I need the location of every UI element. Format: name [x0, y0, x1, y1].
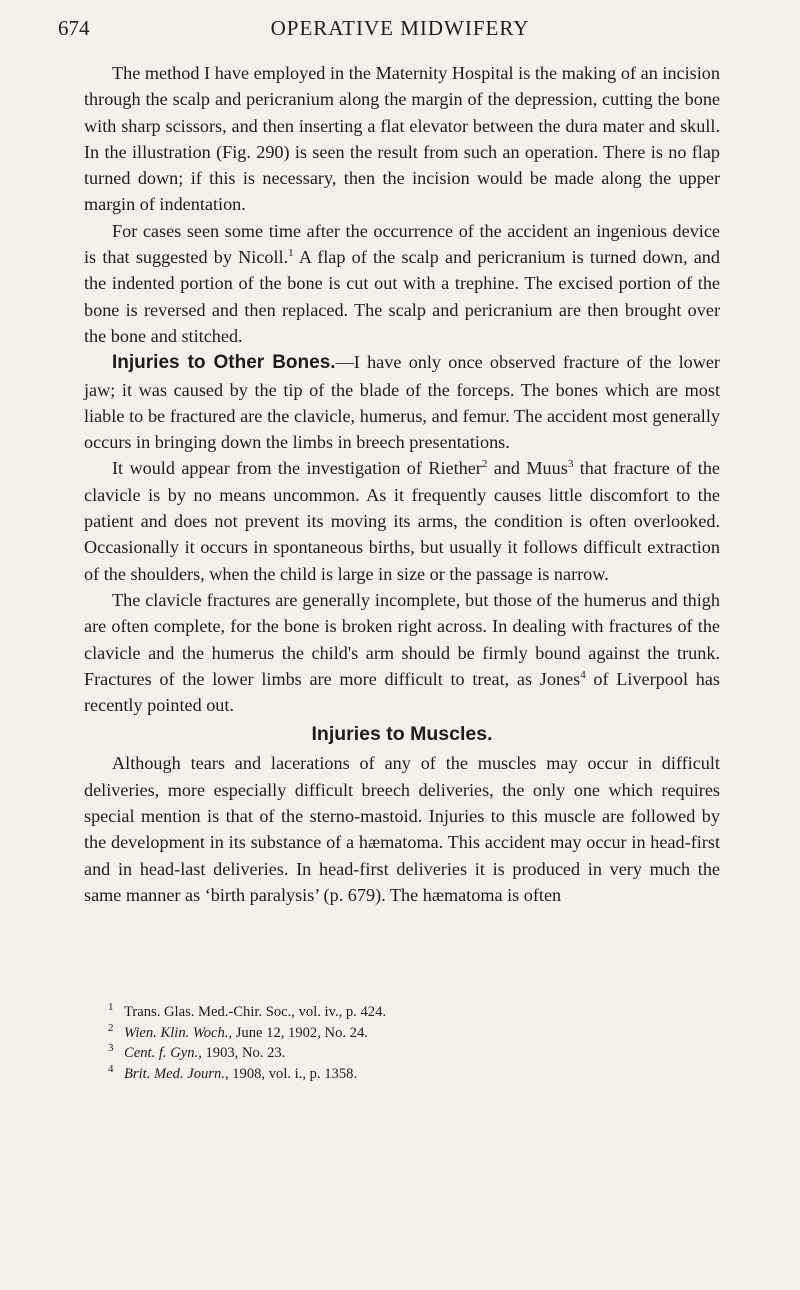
text-span: It would appear from the investigation of Riether	[112, 458, 482, 479]
section-heading-other-bones: Injuries to Other Bones.	[112, 352, 336, 374]
footnote: 4 Brit. Med. Journ., 1908, vol. i., p. 1358.	[108, 1062, 358, 1082]
footnote-source: Cent. f. Gyn.	[124, 1045, 199, 1061]
footnote: 3 Cent. f. Gyn., 1903, No. 23.	[108, 1042, 286, 1061]
footnote-ref: 3	[567, 458, 574, 471]
footnote-ref: 2	[481, 458, 488, 471]
footnote-detail: , 1903, No. 23.	[198, 1045, 286, 1061]
text-span: A flap of the scalp and pericranium is turned down, and the indented portion of the bone is cut out with a trephine. The excised portion of the bone is reversed and then replaced. The scalp and pericranium are then brought over the bone and stitched.	[84, 247, 720, 346]
text-span: and Muus	[487, 458, 568, 479]
text-span: of Liverpool has recently pointed out.	[84, 668, 720, 716]
footnotes	[108, 1002, 728, 1084]
text-span: The clavicle fractures are generally incomplete, but those of the humerus and thigh are often complete, for the bone is broken right across. In dealing with fractures of the clavicle and the humerus the child's arm should be firmly bound against the trunk. Fractures of the lower limbs are more difficult to treat, as Jones	[84, 589, 720, 689]
footnote-source: Wien. Klin. Woch.	[124, 1024, 229, 1041]
footnote-detail: , 1908, vol. i., p. 1358.	[224, 1065, 358, 1082]
footnote-source: Trans. Glas. Med.-Chir. Soc.	[124, 1004, 292, 1020]
text-span: —I have only once observed fracture of the lower jaw; it was caused by the tip of the blade of the forceps. The bones which are most liable to be fractured are the clavicle, humerus, and femur. The accident most generally occurs in bringing down the limbs in breech presentations.	[84, 352, 720, 453]
footnote-detail: , June 12, 1902, No. 24.	[228, 1024, 368, 1041]
running-header	[58, 16, 742, 48]
footnote-detail: , vol. iv., p. 424.	[291, 1004, 387, 1020]
paragraph-clavicle	[84, 455, 720, 586]
footnote: 1 Trans. Glas. Med.-Chir. Soc., vol. iv., p. 424.	[108, 1001, 387, 1020]
page-number: 674	[58, 16, 90, 40]
paragraph-muscles: Although tears and lacerations of any of the muscles may occur in difficult deliveries, more especially difficult breech deliveries, the only one which requires special mention is that of the sterno-mastoid. Injuries to this muscle are followed by the development in its substance of a hæmatoma. This accident may occur in head-first and in head-last deliveries. In head-first deliveries it is produced in very much the same manner as ‘birth paralysis’ (p. 679). The hæmatoma is often	[84, 753, 720, 905]
footnote: 2 Wien. Klin. Woch., June 12, 1902, No. 24.	[108, 1021, 368, 1041]
paragraph-fractures	[84, 587, 720, 718]
footnote-ref: 4	[580, 668, 586, 681]
paragraph-other-bones	[84, 349, 720, 455]
text-span: that fracture of the clavicle is by no means uncommon. As it frequently causes little discomfort to the patient and does not prevent its moving its arms, the condition is often overlooked. Occasionally it occurs in spontaneous births, but usually it follows difficult extraction of the shoulders, when the child is large in size or the passage is narrow.	[84, 458, 720, 584]
main-text	[84, 60, 720, 908]
footnote-ref: 1	[288, 247, 294, 260]
running-title: OPERATIVE MIDWIFERY	[270, 16, 530, 40]
paragraph-nicoll	[84, 218, 720, 349]
footnote-source: Brit. Med. Journ.	[124, 1065, 225, 1082]
paragraph-method: The method I have employed in the Maternity Hospital is the making of an incision through the scalp and pericranium along the margin of the depression, cutting the bone with sharp scissors, and then inserting a flat elevator between the dura mater and skull. In the illustration (Fig. 290) is seen the result from such an operation. There is no flap turned down; if this is necessary, then the incision would be made along the upper margin of indentation.	[84, 63, 720, 215]
text-span: For cases seen some time after the occurrence of the accident an ingenious device is that suggested by Nicoll.	[84, 220, 720, 268]
section-heading-muscles: Injuries to Muscles.	[311, 723, 493, 746]
